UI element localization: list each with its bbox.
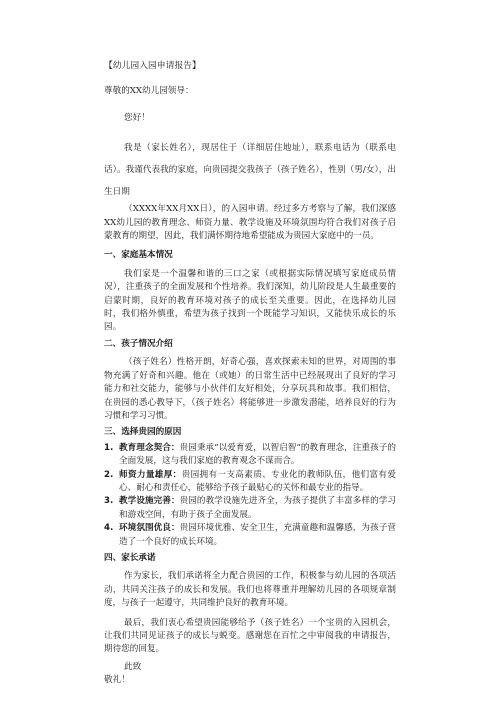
closing-line-1: 此致 <box>124 661 142 672</box>
reason-key: 环境氛围优良： <box>119 523 180 534</box>
closing-paragraph: 最后，我们衷心希望贵园能够给予（孩子姓名）一个宝贵的入园机会，让我们共同见证孩子的成长与蜕变。感谢您在百忙之中审阅我的申请报告，期待您的回复。 <box>104 617 396 655</box>
reason-text: 贵园的教学设施先进齐全，为孩子提供了丰富多样的学习和游戏空间，有助于孩子全面发展。 <box>119 496 396 520</box>
reasons-list <box>104 442 396 549</box>
list-item <box>104 442 396 469</box>
section-body-family: 我们家是一个温馨和谐的三口之家（或根据实际情况填写家庭成员情况），注重孩子的全面发展和个性培养。我们深知，幼儿阶段是人生最重要的启蒙时期，良好的教育环境对孩子的成长至关重要。因此，在选择幼儿园时，我们格外慎重，希望为孩子找到一个既能学习知识，又能快乐成长的乐园。 <box>104 268 396 333</box>
list-item <box>104 495 396 522</box>
document-title: 【幼儿园入园申请报告】 <box>104 61 201 71</box>
reason-key: 教学设施完善： <box>119 496 180 507</box>
closing-line-2: 敬礼！ <box>104 675 130 686</box>
greeting: 您好！ <box>124 112 150 123</box>
list-item <box>104 469 396 496</box>
list-number: 1. <box>104 442 114 453</box>
section-body-commitment: 作为家长，我们承诺将全力配合贵园的工作，积极参与幼儿园的各项活动，共同关注孩子的成长和发展。我们也将尊重并理解幼儿园的各项规章制度，与孩子一起遵守，共同维护良好的教育环境。 <box>104 571 396 609</box>
list-number: 2. <box>104 469 114 480</box>
section-heading-commitment: 四、家长承诺 <box>104 552 156 563</box>
section-heading-reasons: 三、选择贵园的原因 <box>104 427 182 438</box>
document-page <box>104 60 396 688</box>
reason-key: 教育理念契合： <box>119 442 180 453</box>
section-heading-child: 二、孩子情况介绍 <box>104 338 173 349</box>
list-number: 4. <box>104 523 114 534</box>
section-body-child: （孩子姓名）性格开朗，好奇心强，喜欢探索未知的世界，对周围的事物充满了好奇和兴趣。他在（或她）的日常生活中已经展现出了良好的学习能力和社交能力，能够与小伙伴们友好相处，分享玩具和故事。我们相信，在贵园的悉心教导下，（孩子姓名）将能够进一步激发潜能，培养良好的行为习惯和学习习惯。 <box>104 357 396 421</box>
list-item <box>104 522 396 549</box>
reason-text: 贵园秉承“以爱育爱，以智启智”的教育理念，注重孩子的全面发展，这与我们家庭的教育观念不谋而合。 <box>119 442 396 467</box>
list-number: 3. <box>104 496 114 507</box>
intro-paragraph-2: （XXXX年XX月XX日），的入园申请。经过多方考察与了解，我们深感XX幼儿园的教育理念、师资力量、教学设施及环境氛围均符合我们对孩子启蒙教育的期望，因此，我们满怀期待地希望能成为贵园大家庭中的一员。 <box>104 204 396 242</box>
reason-key: 师资力量雄厚： <box>119 469 182 480</box>
reason-text: 贵园拥有一支高素质、专业化的教师队伍，他们富有爱心、耐心和责任心，能够给予孩子最贴心的关怀和最专业的指导。 <box>119 469 396 493</box>
section-heading-family: 一、家庭基本情况 <box>104 250 173 261</box>
salutation: 尊敬的XX幼儿园领导： <box>104 86 194 97</box>
intro-paragraph-1: 我是（家长姓名），现居住于（详细居住地址），联系电话为（联系电话）。我谨代表我的家庭，向贵园提交我孩子（孩子姓名），性别（男/女），出生日期 <box>104 143 396 198</box>
reason-text: 贵园环境优雅、安全卫生，充满童趣和温馨感，为孩子营造了一个良好的成长环境。 <box>119 523 396 547</box>
